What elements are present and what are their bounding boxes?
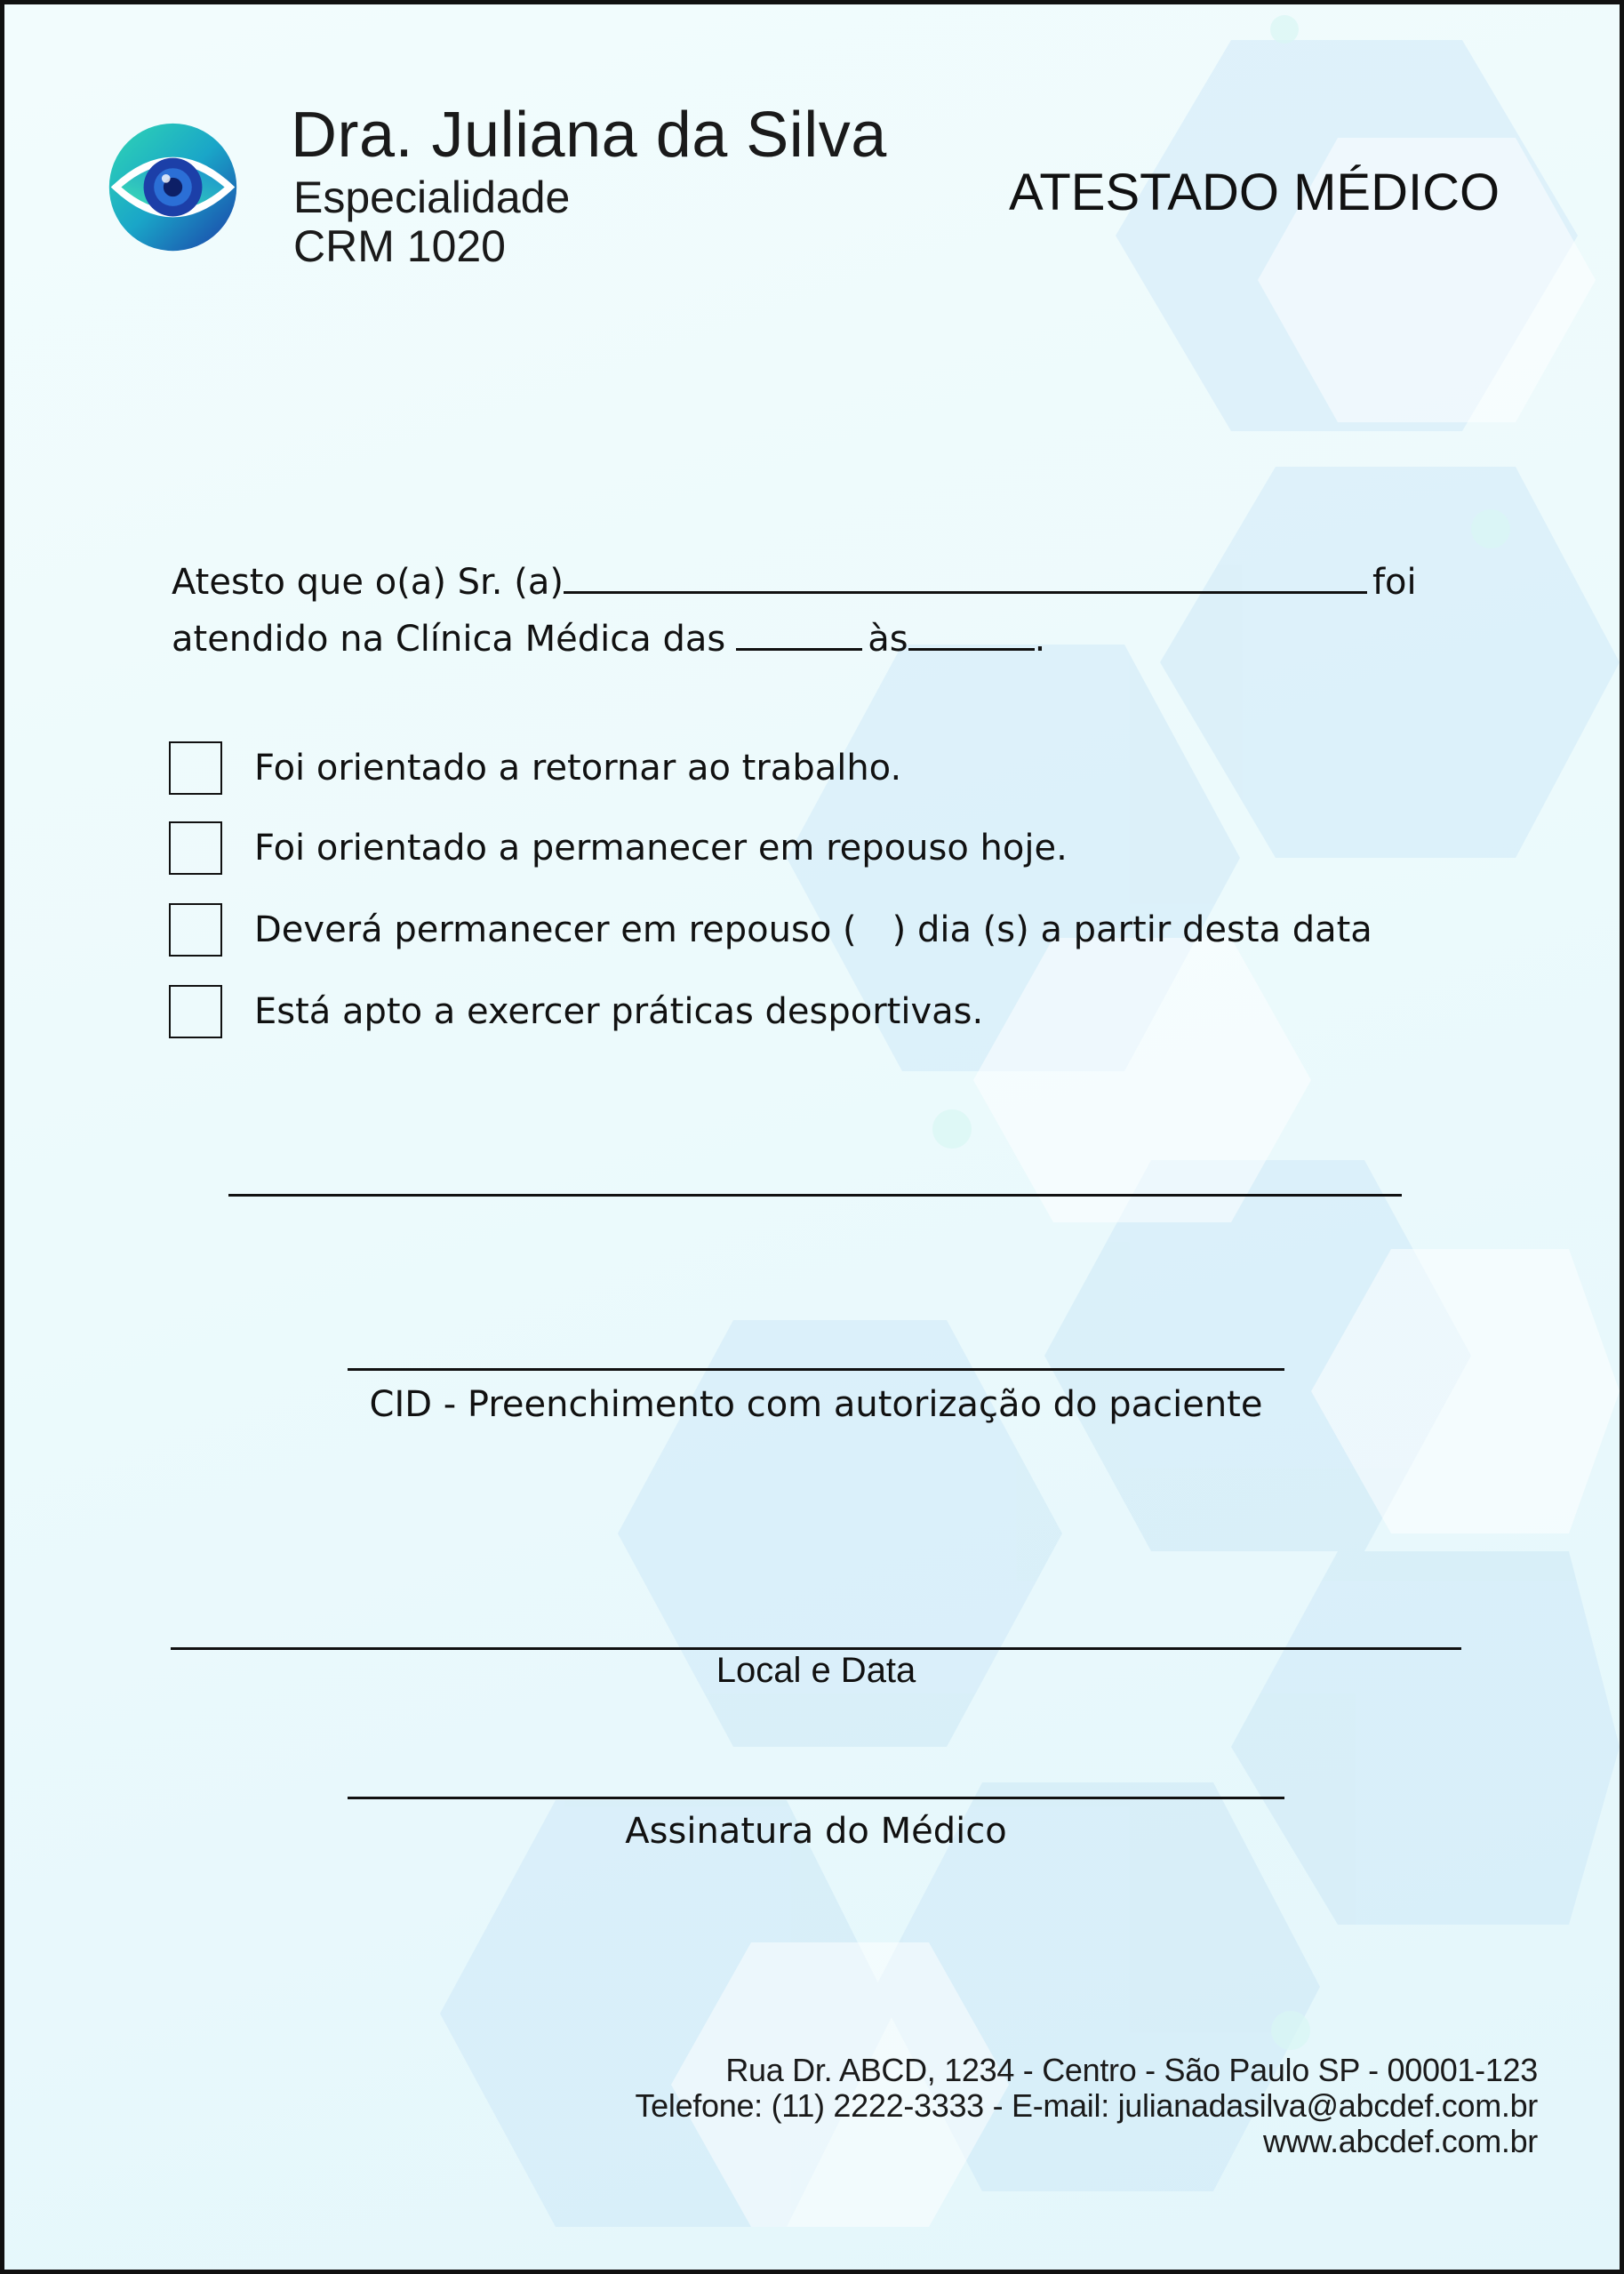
footer-website: www.abcdef.com.br (1262, 2123, 1538, 2159)
option-return-work[interactable] (169, 738, 901, 798)
patient-name-field[interactable] (564, 556, 1367, 594)
statement-prefix: Atesto que o(a) Sr. (a) (172, 562, 564, 603)
doctor-name: Dra. Juliana da Silva (291, 100, 887, 171)
specialty: Especialidade (293, 172, 571, 222)
notes-line[interactable] (228, 1194, 1402, 1197)
checkbox[interactable] (169, 985, 222, 1038)
statement-suffix: foi (1372, 562, 1417, 603)
statement-line-2 (172, 613, 1045, 660)
statement-line-1 (172, 556, 1417, 603)
option-sports-fit[interactable] (169, 981, 983, 1042)
option-label: Foi orientado a permanecer em repouso hoje. (254, 828, 1068, 869)
cid-label: CID - Preenchimento com autorização do paciente (369, 1384, 1263, 1425)
option-rest-today[interactable] (169, 818, 1068, 878)
option-label (254, 909, 1372, 950)
signature-label: Assinatura do Médico (625, 1811, 1007, 1852)
attendance-prefix: atendido na Clínica Médica das (172, 619, 726, 660)
footer-address: Rua Dr. ABCD, 1234 - Centro - São Paulo SP - 00001-123 (725, 2052, 1538, 2088)
eye-icon (104, 118, 242, 256)
start-time-field[interactable] (736, 613, 862, 651)
attendance-middle: às (868, 619, 908, 660)
checkbox[interactable] (169, 903, 222, 957)
footer-contact: Telefone: (11) 2222-3333 - E-mail: julianadasilva@abcdef.com.br (635, 2087, 1538, 2124)
end-time-field[interactable] (908, 613, 1035, 651)
hexagon-background (4, 4, 1620, 2270)
signature-line[interactable] (348, 1797, 1284, 1799)
document-title: ATESTADO MÉDICO (1009, 164, 1500, 221)
checkbox[interactable] (169, 741, 222, 795)
crm-number: CRM 1020 (293, 221, 506, 271)
attendance-end: . (1034, 619, 1046, 660)
local-date-line[interactable] (171, 1647, 1461, 1650)
option-label: Está apto a exercer práticas desportivas. (254, 991, 984, 1032)
rest-days-suffix: ) dia (s) a partir desta data (892, 909, 1372, 950)
local-date-label: Local e Data (716, 1651, 916, 1690)
option-label: Foi orientado a retornar ao trabalho. (254, 748, 902, 789)
option-rest-days[interactable] (169, 900, 1372, 960)
cid-line[interactable] (348, 1368, 1284, 1371)
rest-days-prefix: Deverá permanecer em repouso ( (254, 909, 857, 950)
checkbox[interactable] (169, 821, 222, 875)
